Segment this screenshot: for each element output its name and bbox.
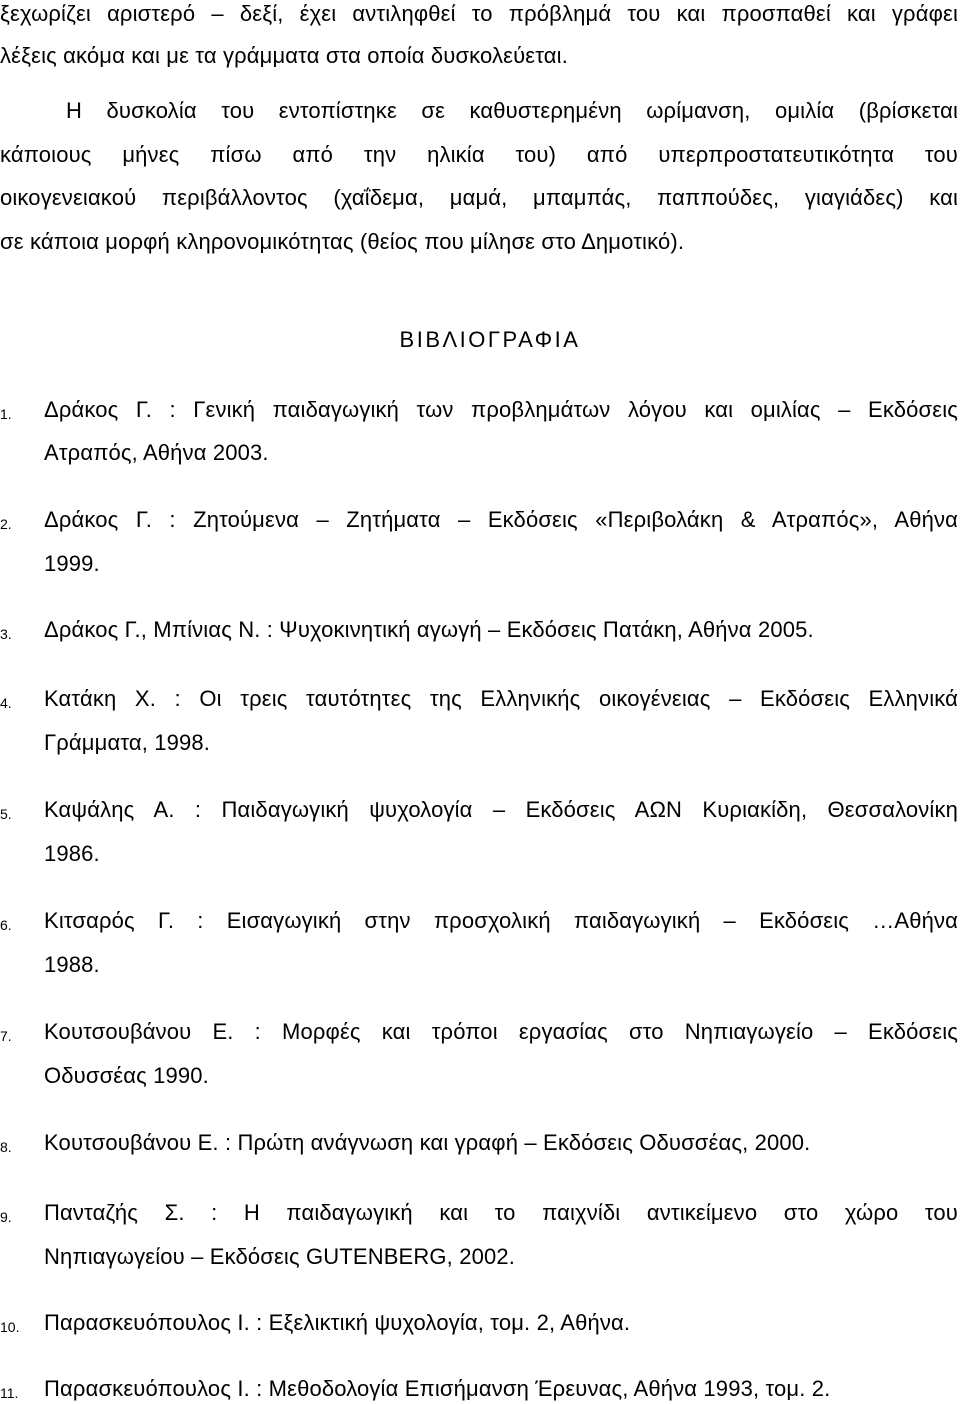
bibliography-item-11 <box>0 1375 958 1403</box>
bibliography-item-6 <box>0 907 958 935</box>
item-text-line-1: Κατάκη Χ. : Οι τρεις ταυτότητες της Ελληνικής οικογένειας – Εκδόσεις Ελληνικά <box>44 686 958 711</box>
bibliography-item-1 <box>0 396 958 424</box>
item-5-text-line-2: 1986. <box>44 841 100 866</box>
bibliography-item-3 <box>0 616 958 644</box>
item-text-line-1: Πανταζής Σ. : Η παιδαγωγική και το παιχνίδι αντικείμενο στο χώρο του <box>44 1200 958 1225</box>
item-text-line-1: Καψάλης Α. : Παιδαγωγική ψυχολογία – Εκδόσεις ΑΩΝ Κυριακίδη, Θεσσαλονίκη <box>44 797 958 822</box>
paragraph-main-line-2: κάποιους μήνες πίσω από την ηλικία του) από υπερπροστατευτικότητα του <box>0 142 958 167</box>
item-number: 3. <box>0 626 12 642</box>
paragraph-main-line-4: σε κάποια μορφή κληρονομικότητας (θείος που μίλησε στο Δημοτικό). <box>0 229 685 254</box>
item-number: 8. <box>0 1139 12 1155</box>
bibliography-item-9 <box>0 1199 958 1227</box>
item-number: 9. <box>0 1209 12 1225</box>
item-text-line-1: Παρασκευόπουλος Ι. : Εξελικτική ψυχολογία, τομ. 2, Αθήνα. <box>44 1310 631 1335</box>
item-9-text-line-2: Νηπιαγωγείου – Εκδόσεις GUTENBERG, 2002. <box>44 1244 516 1269</box>
item-number: 11. <box>0 1385 19 1401</box>
item-number: 4. <box>0 695 12 711</box>
paragraph-main-line-3: οικογενειακού περιβάλλοντος (χαΐδεμα, μαμά, μπαμπάς, παππούδες, γιαγιάδες) και <box>0 185 958 210</box>
item-number: 7. <box>0 1028 12 1044</box>
bibliography-item-5 <box>0 796 958 824</box>
item-text-line-1: Δράκος Γ. : Γενική παιδαγωγική των προβλημάτων λόγου και ομιλίας – Εκδόσεις <box>44 397 958 422</box>
item-1-text-line-2: Ατραπός, Αθήνα 2003. <box>44 440 269 465</box>
paragraph-top-line-1: ξεχωρίζει αριστερό – δεξί, έχει αντιληφθεί το πρόβλημά του και προσπαθεί και γράφει <box>0 1 958 26</box>
item-text-line-1: Δράκος Γ. : Ζητούμενα – Ζητήματα – Εκδόσεις «Περιβολάκη & Ατραπός», Αθήνα <box>44 507 958 532</box>
bibliography-heading: ΒΙΒΛΙΟΓΡΑΦΙΑ <box>399 327 581 352</box>
item-2-text-line-2: 1999. <box>44 551 100 576</box>
paragraph-main-line-1: Η δυσκολία του εντοπίστηκε σε καθυστερημένη ωρίμανση, ομιλία (βρίσκεται <box>66 98 958 123</box>
item-number: 5. <box>0 806 12 822</box>
item-text-line-1: Δράκος Γ., Μπίνιας Ν. : Ψυχοκινητική αγωγή – Εκδόσεις Πατάκη, Αθήνα 2005. <box>44 617 814 642</box>
item-number: 6. <box>0 917 12 933</box>
item-6-text-line-2: 1988. <box>44 952 100 977</box>
bibliography-item-7 <box>0 1018 958 1046</box>
bibliography-item-2 <box>0 506 958 534</box>
item-number: 1. <box>0 406 12 422</box>
bibliography-item-4 <box>0 685 958 713</box>
item-number: 2. <box>0 516 12 532</box>
item-4-text-line-2: Γράμματα, 1998. <box>44 730 211 755</box>
item-text-line-1: Κουτσουβάνου Ε. : Πρώτη ανάγνωση και γραφή – Εκδόσεις Οδυσσέας, 2000. <box>44 1130 811 1155</box>
paragraph-top-line-2: λέξεις ακόμα και με τα γράμματα στα οποία δυσκολεύεται. <box>0 43 568 68</box>
item-7-text-line-2: Οδυσσέας 1990. <box>44 1063 209 1088</box>
item-text-line-1: Κουτσουβάνου Ε. : Μορφές και τρόποι εργασίας στο Νηπιαγωγείο – Εκδόσεις <box>44 1019 958 1044</box>
item-text-line-1: Κιτσαρός Γ. : Εισαγωγική στην προσχολική παιδαγωγική – Εκδόσεις …Αθήνα <box>44 908 958 933</box>
bibliography-item-8 <box>0 1129 958 1157</box>
item-number: 10. <box>0 1319 20 1335</box>
item-text-line-1: Παρασκευόπουλος Ι. : Μεθοδολογία Επισήμανση Έρευνας, Αθήνα 1993, τομ. 2. <box>44 1376 831 1401</box>
bibliography-item-10 <box>0 1309 958 1337</box>
